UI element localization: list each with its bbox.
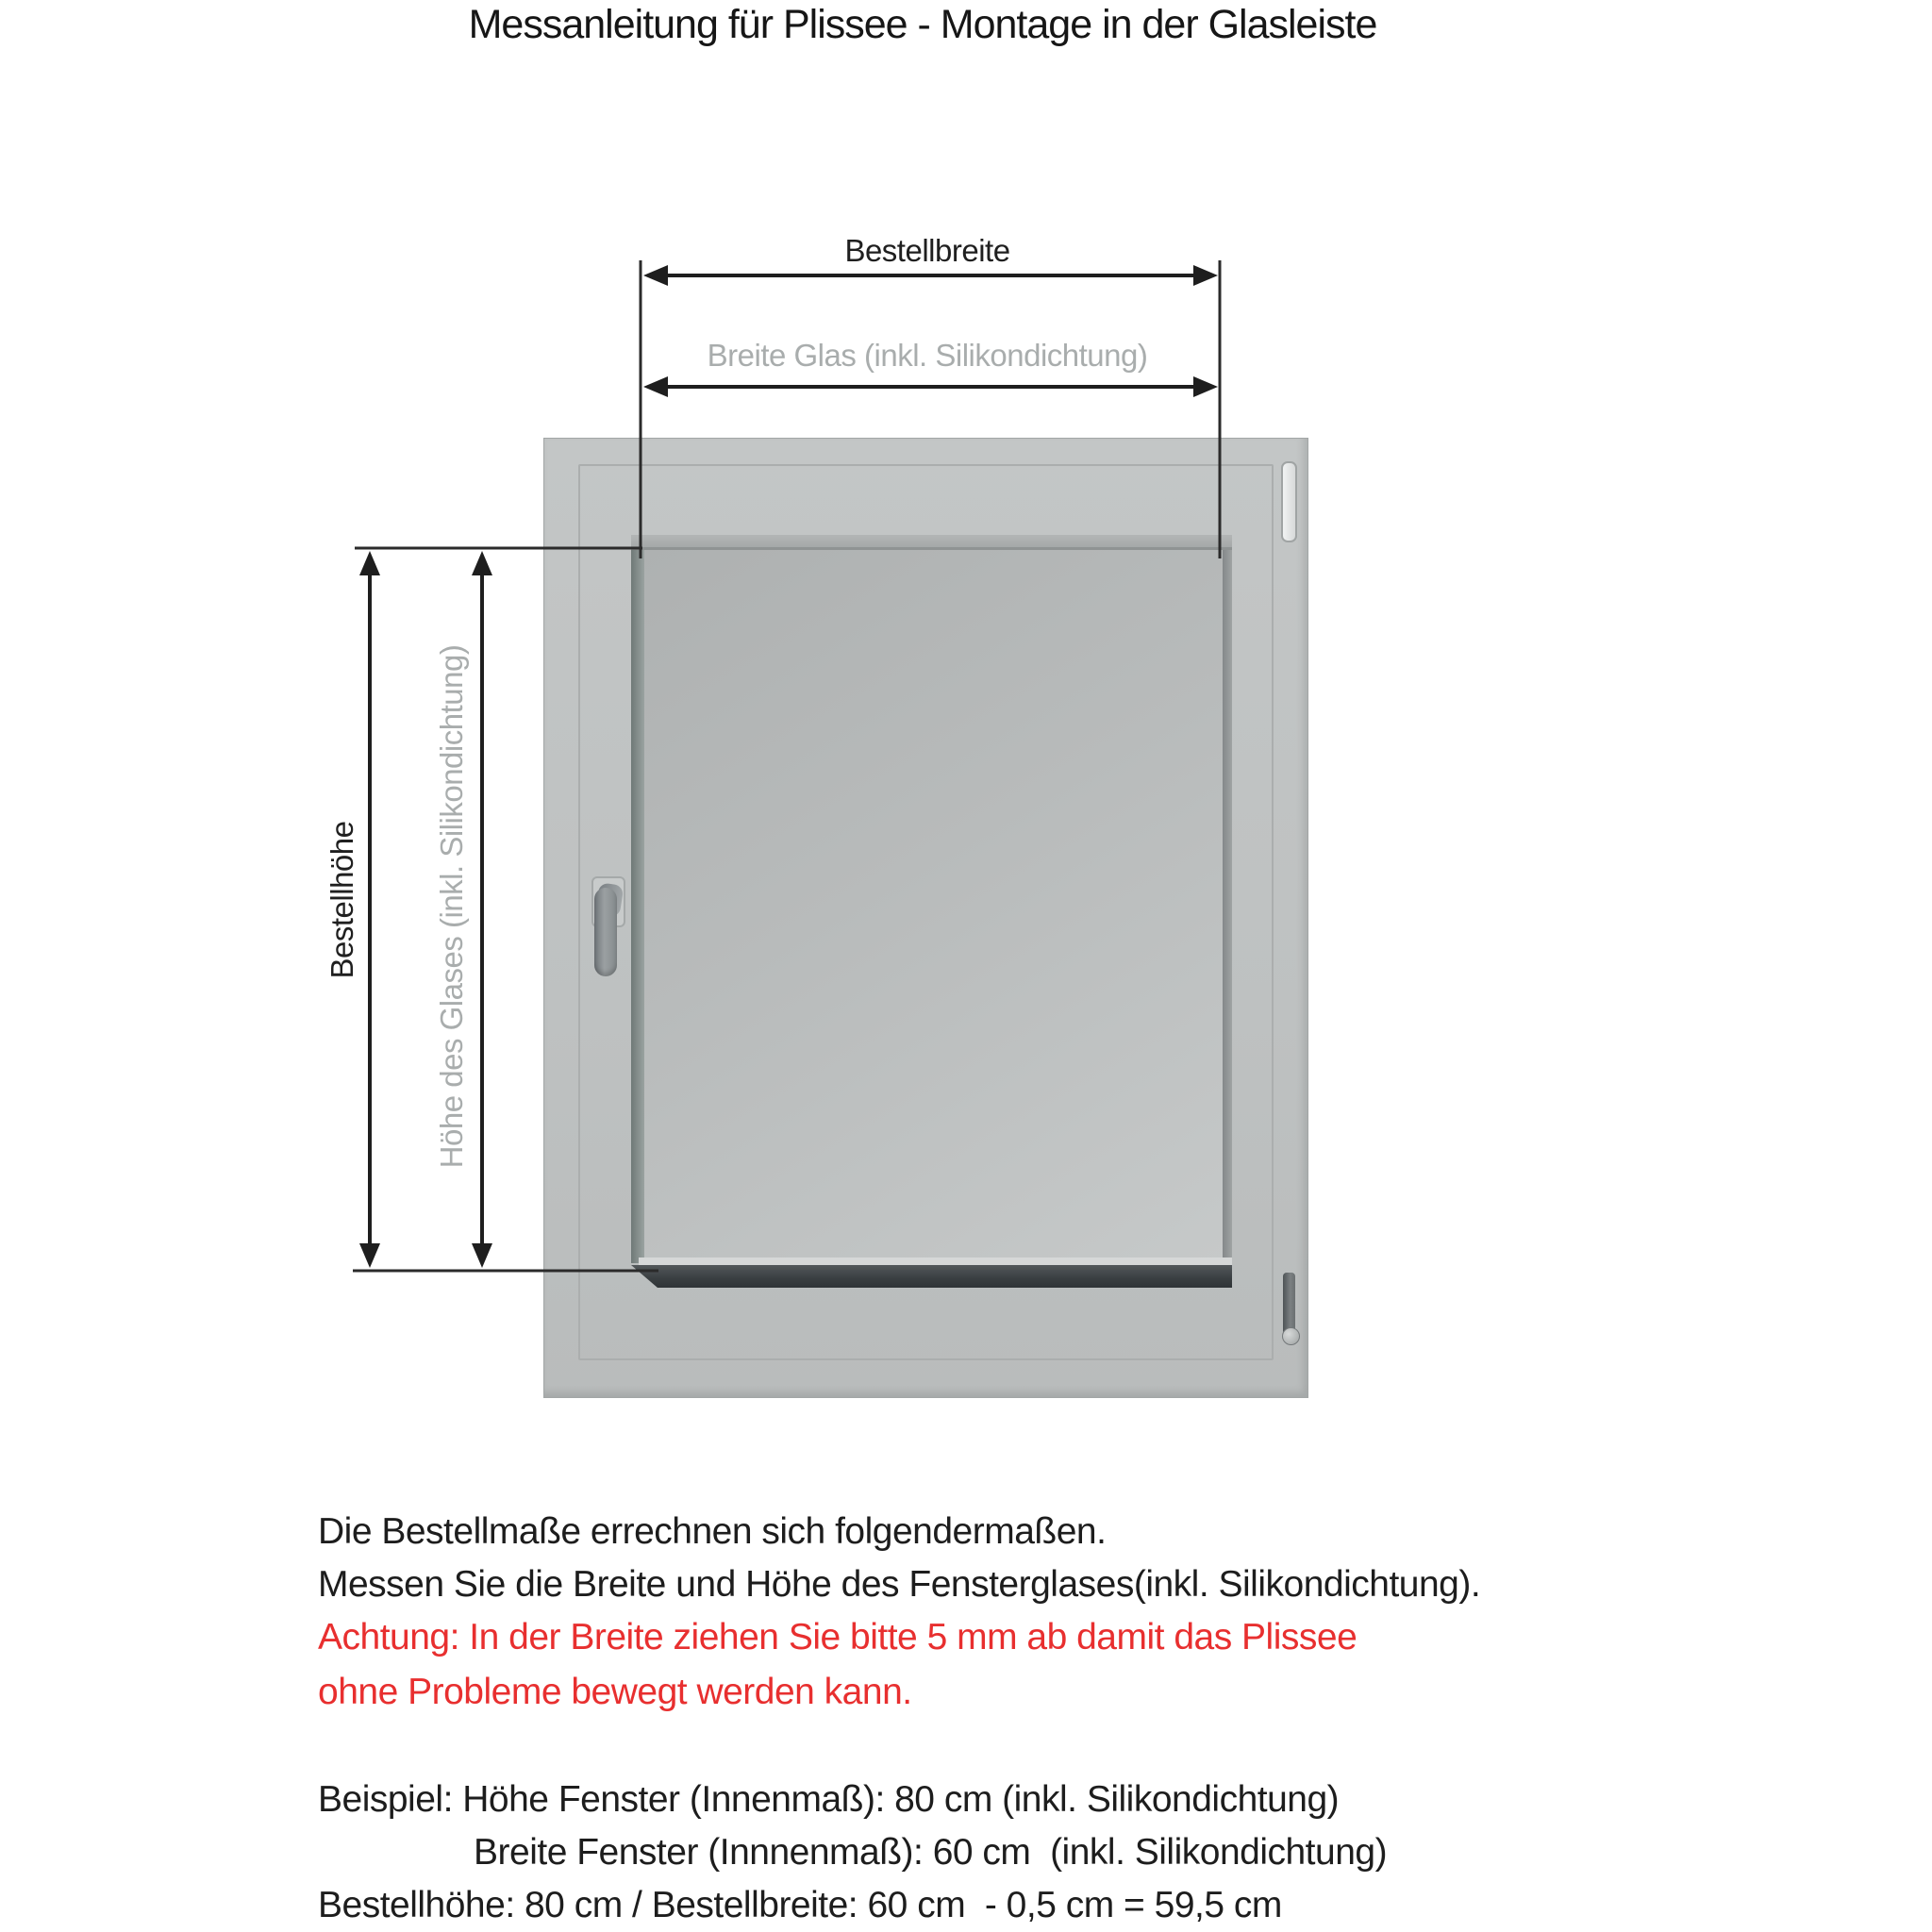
arrowhead: [1193, 265, 1218, 286]
dimension-arrows: [359, 265, 1218, 1268]
arrowhead: [359, 1243, 380, 1268]
page-title: Messanleitung für Plissee - Montage in der Glasleiste: [468, 2, 1377, 47]
instruction-line-2: Messen Sie die Breite und Höhe des Fensterglases(inkl. Silikondichtung).: [318, 1564, 1481, 1605]
glass-width-label: Breite Glas (inkl. Silikondichtung): [707, 338, 1148, 373]
example-line-3: Bestellhöhe: 80 cm / Bestellbreite: 60 cm - 0,5 cm = 59,5 cm: [318, 1885, 1282, 1925]
example-line-1: Beispiel: Höhe Fenster (Innenmaß): 80 cm (inkl. Silikondichtung): [318, 1779, 1340, 1820]
order-width-label: Bestellbreite: [844, 233, 1010, 268]
warning-line-1: Achtung: In der Breite ziehen Sie bitte 5 mm ab damit das Plissee: [318, 1617, 1357, 1657]
arrowhead: [472, 551, 492, 575]
example-line-2: Breite Fenster (Innnenmaß): 60 cm (inkl. Silikondichtung): [474, 1832, 1388, 1873]
instruction-line-1: Die Bestellmaße errechnen sich folgendermaßen.: [318, 1511, 1107, 1552]
glass-height-label: Höhe des Glases (inkl. Silikondichtung): [434, 644, 469, 1169]
arrowhead: [643, 376, 668, 397]
warning-line-2: ohne Probleme bewegt werden kann.: [318, 1672, 912, 1712]
arrowhead: [359, 551, 380, 575]
arrowhead: [472, 1243, 492, 1268]
order-height-label: Bestellhöhe: [325, 821, 359, 979]
arrowhead: [643, 265, 668, 286]
arrowhead: [1193, 376, 1218, 397]
